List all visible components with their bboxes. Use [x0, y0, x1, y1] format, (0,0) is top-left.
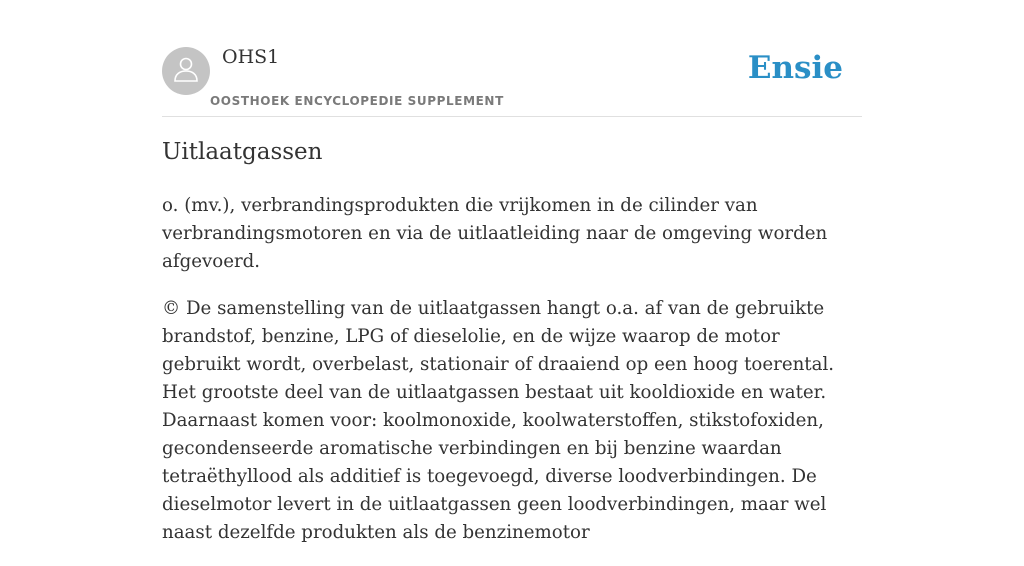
- source-subtitle: OOSTHOEK ENCYCLOPEDIE SUPPLEMENT: [210, 94, 504, 108]
- article-title: Uitlaatgassen: [162, 139, 323, 165]
- avatar[interactable]: [162, 47, 210, 95]
- ensie-logo[interactable]: Ensie: [747, 50, 843, 86]
- source-header: [162, 0, 862, 117]
- article-paragraph: © De samenstelling van de uitlaatgassen hangt o.a. af van de gebruikte brandstof, benzine, LPG of dieselolie, en de wijze waarop de motor gebruikt wordt, overbelast, stationair of draaiend op een hoog toerental. Het grootste deel van de uitlaatgassen bestaat uit kooldioxide en water. Daarnaast komen voor: koolmonoxide, koolwaterstoffen, stikstofoxiden, gecondenseerde aromatische verbindingen en bij benzine waardan tetraëthyllood als additief is toegevoegd, diverse loodverbindingen. De dieselmotor levert in de uitlaatgassen geen loodverbindingen, maar wel naast dezelfde produkten als de benzinemotor: [162, 298, 835, 543]
- source-name[interactable]: OHS1: [222, 46, 280, 68]
- page-container: [162, 0, 862, 543]
- article-paragraph: o. (mv.), verbrandingsprodukten die vrijkomen in de cilinder van verbrandingsmotoren en via de uitlaatleiding naar de omgeving worden afgevoerd.: [162, 195, 828, 272]
- article-body: [162, 192, 864, 566]
- user-icon: [171, 54, 201, 88]
